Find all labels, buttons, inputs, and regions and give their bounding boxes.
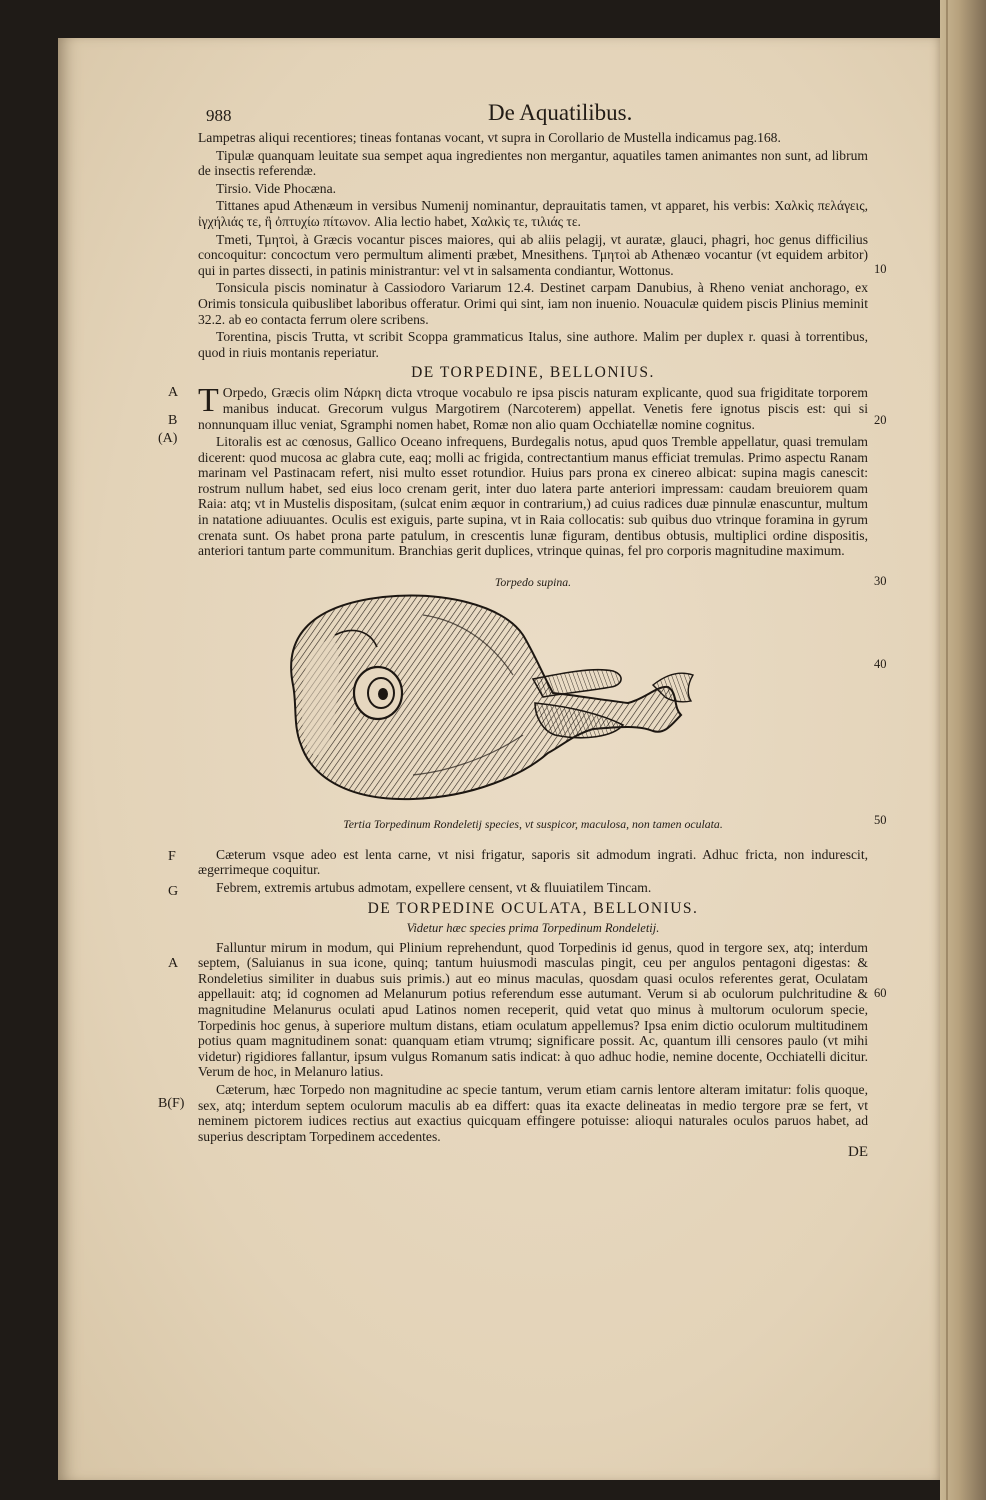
line-number-10: 10 [874,261,887,276]
section-heading-torpedine: DE TORPEDINE, BELLONIUS. [411,364,655,382]
margin-letter-g: G [168,884,179,900]
line-number-20: 20 [874,413,887,428]
margin-letter-b: B [168,413,178,429]
margin-letter-a-paren: (A) [158,431,178,447]
paragraph-febrem: Febrem, extremis artubus admotam, expellere censent, vt & fluuiatilem Tincam. [216,880,652,896]
page-header [198,100,868,130]
paragraph-lampetras: Lampetras aliqui recentiores; tineas fontanas vocant, vt supra in Corollario de Mustella indicamus pag.168. [198,130,781,145]
figure-caption: Tertia Torpedinum Rondeletij species, vt suspicor, maculosa, non tamen oculata. [343,816,723,831]
figure-title: Torpedo supina. [494,574,572,589]
torpedo-woodcut-illustration [273,575,723,815]
margin-letter-a-second: A [168,955,179,971]
paragraph-tonsicula: Tonsicula piscis nominatur à Cassiodoro Variarum 12.4. Destinet carpam Danubius, à Rheno veniat anchorago, ex Orimis tonsicula quibuslibet laboribus offeratur. Orimi qui sint, iam non inuenio. Nouaculæ quidem piscis Plinius meminit 32.2. ab eo contacta ferrum olere scribens. [198,280,868,327]
paragraph-torpedo-intro: Orpedo, Græcis olim Νάρκη dicta vtroque vocabulo re ipsa piscis naturam explicante, quod sua frigiditate torporem manibus inducat. Grecorum vulgus Margotirem (Narcoterem) appellat. Venetis fere ignotus piscis est: qui si nonnunquam illuc veniat, Sgramphi nomen habet, Romæ non alio quam Occhiatellæ nomine cognitus. [198,385,868,432]
line-number-40: 40 [874,656,887,671]
paragraph-tmeti: Tmeti, Τμητοὶ, à Græcis vocantur pisces maiores, qui ab aliis pelagij, vt auratæ, glauci, phagri, hoc genus difficilius concoquitur: concoctum vero permultum alimenti præbet, Mnesithens. Τμητοὶ ab Athenæo vocantur (vt equidem arbitor) qui in partes dissecti, in patinis ministrantur: vel vt in salsamenta condiantur, Wottonus. [198,231,868,278]
paragraph-caeterum-torpedo: Cæterum, hæc Torpedo non magnitudine ac specie tantum, verum etiam carnis lentore alteram imitatur: folis quoque, sex, atq; interdum septem oculorum maculis ab ea differt: quas ita exacte delineatas in medio tergore præ se fert, vt neminem pictorem iudices rectius aut exactius quicquam effingere potuisse: alioqui naturales oculos paruos habet, ad superius descriptam Torpedinem accedentes. [198,1081,868,1144]
line-number-60: 60 [874,985,887,1000]
running-title: De Aquatilibus. [488,100,633,125]
line-number-30: 30 [874,574,887,589]
facing-page-edge [940,0,986,1500]
section-heading-torpedine-oculata: DE TORPEDINE OCULATA, BELLONIUS. [367,899,699,917]
paragraph-falluntur: Falluntur mirum in modum, qui Plinium reprehendunt, quod Torpedinis id genus, quod in tergore sex, atq; interdum septem, (Saluianus in sua icone, quinq; tantum huiusmodi masculas pingit, ceu per angulos pentagoni digestas: & Rondeletius similiter in duabus suis primis.) aut eo minus maculas, quosdam quasi oculos referentes gerat, Oculatam appellauit: atq; id cognomen ad Melanurum potius referendum esse autumant. Verum si ab oculorum pulchritudine & magnitudine Melanurus oculati apud Latinos nomen receperit, quid vetat quo minus à multorum oculorum specie, Torpedinis hoc genus, à superiore multum distans, etiam oculatum appellemus? Ipsa enim dictio oculorum multitudinem potius quam magnitudinem sonat: quanquam etiam vtrumq; significare possit. Ac, quantum illi censores paulo (vt mihi videtur) rigidiores fallantur, ipsum vulgus Romanum satis indicat: à quo adhuc hodie, nemine docente, Occhiatelli dicitur. Verum de hoc, in Melanuro latius. [198,939,868,1080]
paragraph-tirsio: Tirsio. Vide Phocæna. [216,180,337,196]
catchword: DE [848,1144,868,1161]
paragraph-caeterum-lenta: Cæterum vsque adeo est lenta carne, vt nisi frigatur, saporis sit admodum ingrati. Adhuc fricta, non indurescit, ægerrimeque coquitur. [198,846,868,878]
margin-letter-b-f: B(F) [158,1095,185,1111]
margin-letter-f: F [168,848,176,864]
paragraph-litoralis: Litoralis est ac cœnosus, Gallico Oceano infrequens, Burdegalis notus, apud quos Tremble appellatur, quasi tremulam dicerent: quod mucosa ac glabra cute, eaq; molli ac frigida, contrectantium manus efficiat tremulas. Primo aspectu Ranam marinam vel Pastinacam refert, nisi multo esset rotundior. Huius pars prona ex cinereo albicat: supina magis canescit: rostrum nullum habet, sed eius loco crenam gerit, inter duo latera parte anteriori impressam: caudam breuiorem quam Raia: atq; vt in Mustelis dispositam, (sulcat enim æquor in contrarium,) ad cuius radices duæ pinnulæ enascuntur, multum in natatione adiuuantes. Oculis est exiguis, parte supina, vt in Raia collocatis: sub quibus duo vtrinque foramina in gyrum crenata sunt. Os habet prona parte patulum, in crescentis lunæ figuram, dentibus obtusis, multiplici ordine dispositis, anteriori tantum parte communitum. Branchias gerit duplices, vtrinque quinas, fel pro corporis magnitudine maximum. [198,434,868,559]
paragraph-tittanes: Tittanes apud Athenæum in versibus Numenij nominantur, deprauitatis tamen, vt apparet, his verbis: Χαλκὶς πελάγεις, ἰγχήλιάς τε, ἢ ὀπτυχίω πίτωνον. Alia lectio habet, Χαλκὶς τε, τιλιάς τε. [198,198,868,229]
page-gutter-line [946,0,948,1500]
drop-capital: T [198,382,219,420]
line-number-50: 50 [874,812,887,827]
section-subheading: Videtur hæc species prima Torpedinum Rondeletij. [406,920,660,935]
paragraph-tipulae: Tipulæ quanquam leuitate sua sempet aqua ingredientes non mergantur, aquatiles tamen animantes non sunt, ad librum de insectis referendæ. [198,147,868,179]
margin-letter-a: A [168,385,179,401]
page-text-column [158,100,887,1161]
paragraph-torentina: Torentina, piscis Trutta, vt scribit Scoppa grammaticus Italus, sine authore. Malim per duplex r. quasi à torrentibus, quod in riuis montanis reperiatur. [198,329,868,360]
page-number: 988 [206,106,232,125]
